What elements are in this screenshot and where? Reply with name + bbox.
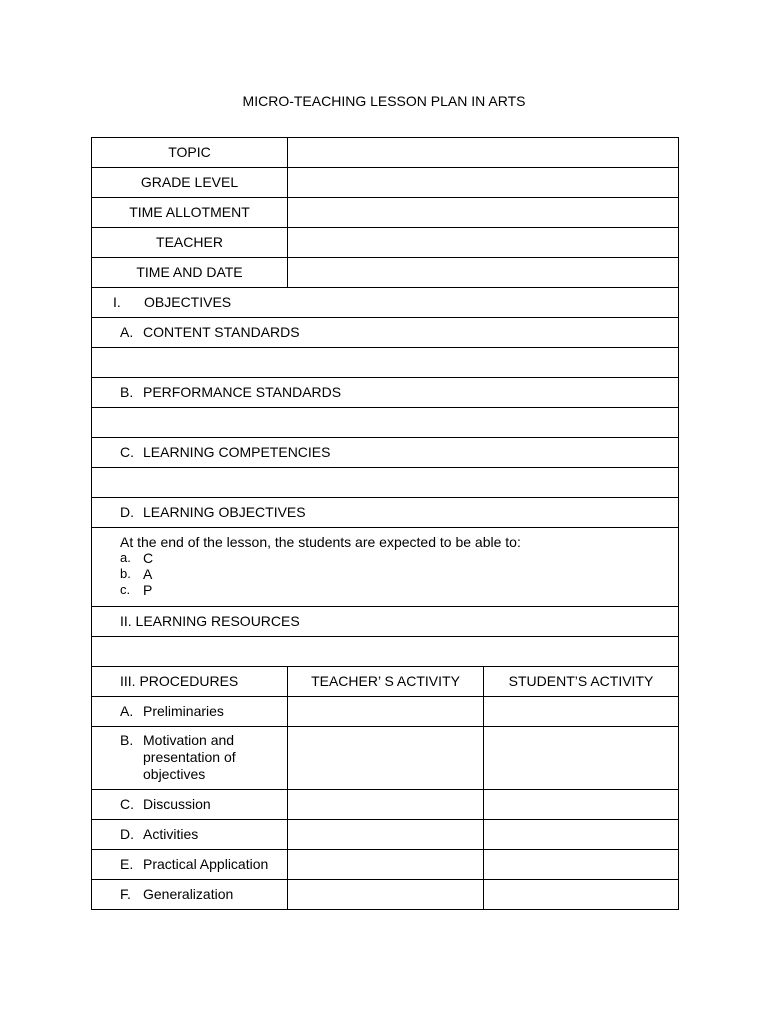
procedure-row-practical-application [92,850,679,880]
performance-standards-row [92,378,679,408]
learning-competencies-row [92,438,679,468]
learning-resources-row [92,607,679,637]
procedure-row-discussion [92,790,679,820]
student-activity-cell[interactable] [484,790,679,820]
time-allotment-label: TIME ALLOTMENT [92,198,288,228]
teacher-activity-cell[interactable] [288,880,484,910]
procedure-label: Discussion [143,796,211,812]
lesson-plan-table [91,137,679,910]
list-item [120,566,678,582]
procedure-label: Generalization [143,886,234,902]
time-date-row [92,258,679,288]
content-standards-row [92,318,679,348]
procedure-letter: B. [120,732,134,748]
objective-item-letter-c: c. [120,582,131,597]
student-activity-cell[interactable] [484,727,679,790]
procedures-heading: III. PROCEDURES [92,667,288,697]
learning-competencies-label: LEARNING COMPETENCIES [143,444,331,460]
learning-competencies-field-row [92,468,679,498]
objective-item-letter-a: a. [120,550,131,565]
teacher-label: TEACHER [92,228,288,258]
procedure-row-activities [92,820,679,850]
grade-level-label: GRADE LEVEL [92,168,288,198]
topic-label: TOPIC [92,138,288,168]
student-activity-cell[interactable] [484,850,679,880]
objective-item-text-c: P [143,582,153,598]
student-activity-cell[interactable] [484,880,679,910]
procedure-letter: D. [120,826,134,842]
procedure-label: Motivation and presentation of objectives [143,732,236,782]
objectives-heading [92,294,678,311]
time-date-field[interactable] [288,258,679,288]
learning-objectives-label: LEARNING OBJECTIVES [143,504,306,520]
teacher-activity-header: TEACHER’ S ACTIVITY [288,667,484,697]
learning-competencies-field[interactable] [92,468,679,498]
content-standards-label: CONTENT STANDARDS [143,324,300,340]
time-allotment-row [92,198,679,228]
procedure-row-motivation [92,727,679,790]
objective-item-text-b: A [143,566,153,582]
learning-resources-field-row [92,637,679,667]
procedure-letter: C. [120,796,134,812]
performance-standards-letter: B. [120,384,134,400]
learning-objectives-letter: D. [120,504,134,520]
objectives-label: OBJECTIVES [144,294,232,310]
grade-level-row [92,168,679,198]
learning-objectives-row [92,498,679,528]
learning-resources-field[interactable] [92,637,679,667]
student-activity-cell[interactable] [484,697,679,727]
time-date-label: TIME AND DATE [92,258,288,288]
procedure-letter: F. [120,886,131,902]
learning-resources-heading: II. LEARNING RESOURCES [92,607,679,637]
topic-row [92,138,679,168]
student-activity-cell[interactable] [484,820,679,850]
objective-item-text-a: C [143,550,154,566]
teacher-row [92,228,679,258]
time-allotment-field[interactable] [288,198,679,228]
topic-field[interactable] [288,138,679,168]
teacher-activity-cell[interactable] [288,697,484,727]
procedure-label: Preliminaries [143,703,224,719]
performance-standards-field-row [92,408,679,438]
procedure-row-generalization [92,880,679,910]
objectives-number: I. [113,294,121,310]
teacher-activity-cell[interactable] [288,790,484,820]
teacher-activity-cell[interactable] [288,820,484,850]
grade-level-field[interactable] [288,168,679,198]
teacher-activity-cell[interactable] [288,850,484,880]
content-standards-field[interactable] [92,348,679,378]
objective-item-letter-b: b. [120,566,131,581]
teacher-field[interactable] [288,228,679,258]
performance-standards-field[interactable] [92,408,679,438]
learning-objectives-intro: At the end of the lesson, the students are expected to be able to: [120,534,521,550]
list-item [120,582,678,598]
procedure-letter: E. [120,856,134,872]
procedure-label: Practical Application [143,856,269,872]
teacher-activity-cell[interactable] [288,727,484,790]
content-standards-field-row [92,348,679,378]
procedure-letter: A. [120,703,134,719]
learning-objectives-content-row [92,528,679,607]
learning-competencies-letter: C. [120,444,134,460]
procedure-row-preliminaries [92,697,679,727]
procedure-label: Activities [143,826,199,842]
performance-standards-label: PERFORMANCE STANDARDS [143,384,342,400]
document-title: MICRO-TEACHING LESSON PLAN IN ARTS [242,93,526,109]
list-item [120,550,678,566]
procedures-header-row [92,667,679,697]
student-activity-header: STUDENT’S ACTIVITY [484,667,679,697]
objectives-heading-row [92,288,679,318]
content-standards-letter: A. [120,324,134,340]
